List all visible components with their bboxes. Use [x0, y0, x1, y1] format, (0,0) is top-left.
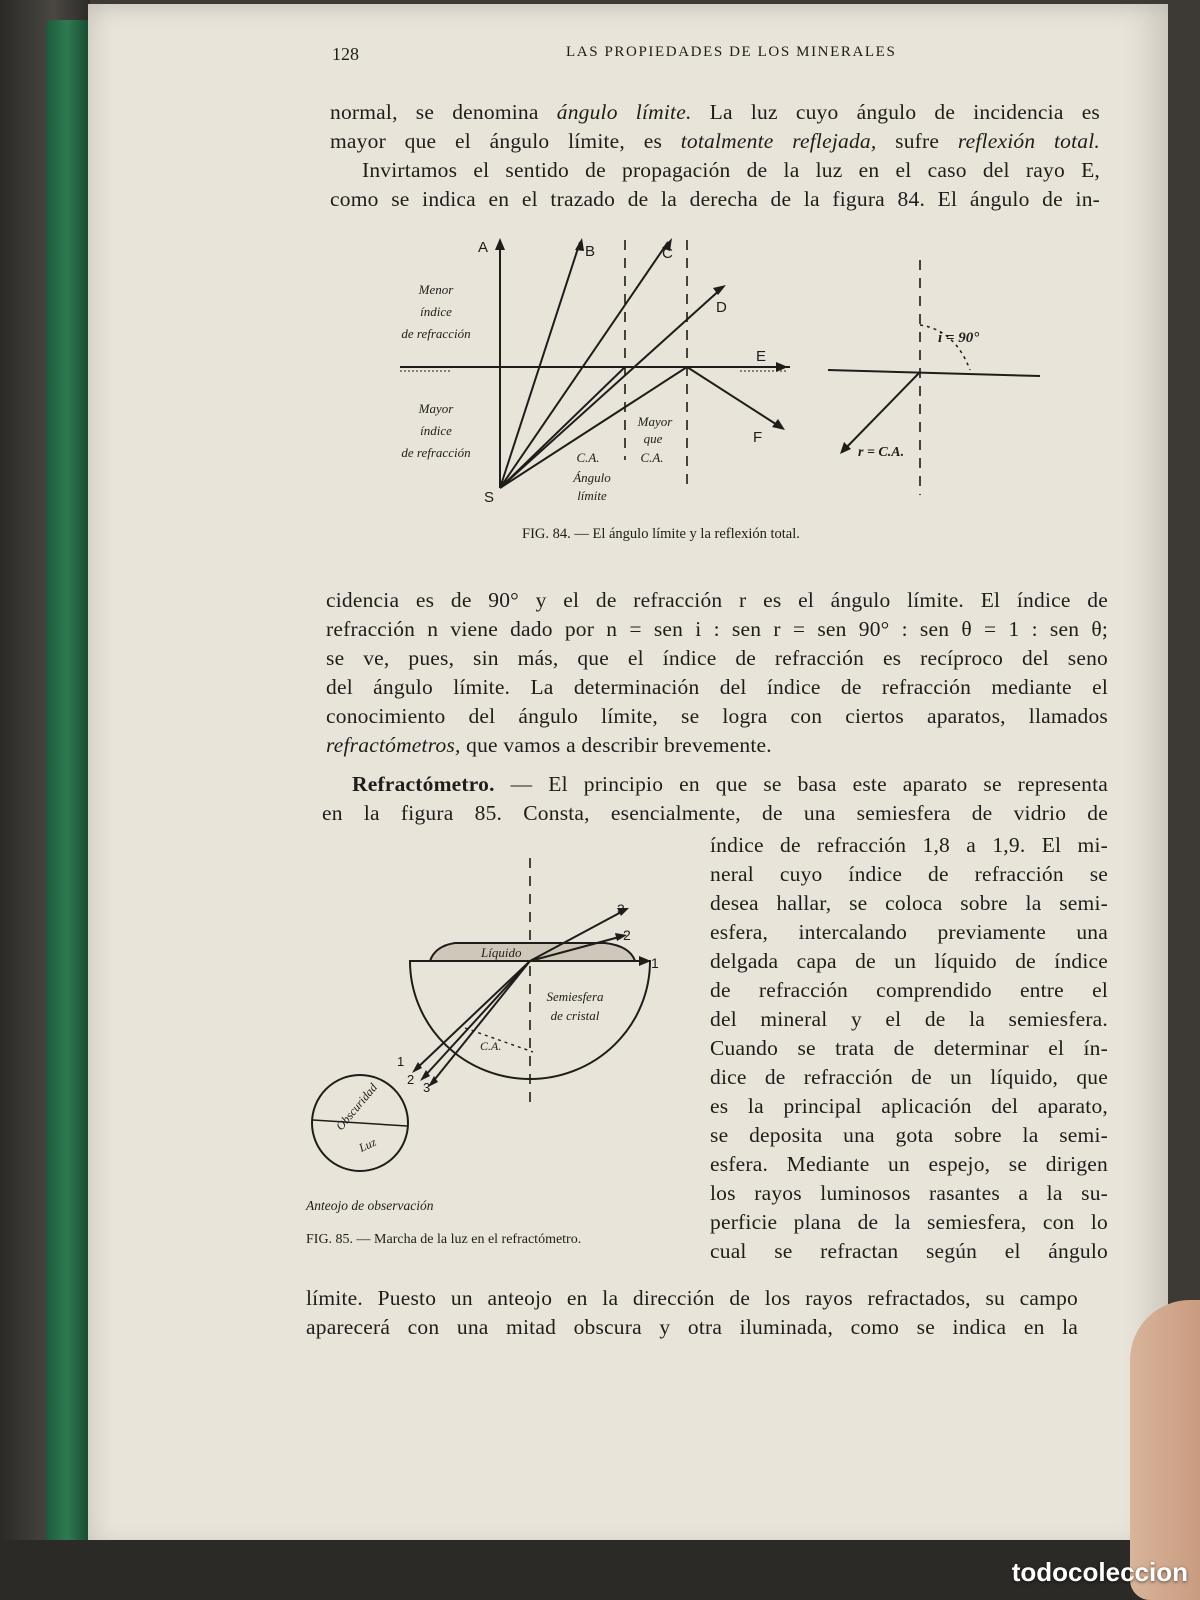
text-line: es la principal aplicación del aparato, — [710, 1094, 1108, 1118]
figure-84-caption: FIG. 84. — El ángulo límite y la reflexión total. — [522, 526, 800, 542]
text-line: en la figura 85. Consta, esencialmente, de una semiesfera de vidrio de — [322, 801, 1108, 825]
label-i-90: i = 90° — [938, 330, 980, 346]
hand — [1130, 1300, 1200, 1600]
label-ray-1-lower: 1 — [397, 1054, 405, 1069]
text-line: esfera, intercalando previamente una — [710, 920, 1108, 944]
label-anteojo: Anteojo de observación — [306, 1198, 434, 1213]
text-line: se deposita una gota sobre la semi- — [710, 1123, 1108, 1147]
page-number: 128 — [332, 44, 359, 64]
text-line: como se indica en el trazado de la derecha de la figura 84. El ángulo de in- — [330, 187, 1100, 211]
text-line: límite. Puesto un anteojo en la dirección de los rayos refractados, su campo — [306, 1286, 1078, 1310]
label-F: F — [753, 429, 763, 446]
text-line: aparecerá con una mitad obscura y otra iluminada, como se indica en la — [306, 1315, 1078, 1339]
label-ca-left: C.A. — [576, 450, 600, 465]
text-line: del ángulo límite. La determinación del índice de refracción mediante el — [326, 675, 1108, 699]
paragraph-1 — [330, 98, 1100, 214]
label-mayor: Mayor — [418, 401, 454, 416]
label-de-refraccion: de refracción — [401, 326, 471, 341]
label-S: S — [484, 489, 495, 506]
text-line: perficie plana de la semiesfera, con lo — [710, 1210, 1108, 1234]
label-luz: Luz — [356, 1134, 379, 1155]
text-line: desea hallar, se coloca sobre la semi- — [710, 891, 1108, 915]
label-ca: C.A. — [480, 1039, 502, 1053]
label-ray-2: 2 — [623, 927, 631, 943]
label-limite: límite — [577, 488, 607, 503]
figure-85-diagram — [305, 858, 695, 1188]
label-semiesfera: Semiesfera — [546, 989, 604, 1004]
text-line: Invirtamos el sentido de propagación de la luz en el caso del rayo E, — [362, 158, 1100, 182]
label-liquido: Líquido — [481, 945, 522, 960]
label-ray-3-lower: 3 — [423, 1080, 431, 1095]
text-line: neral cuyo índice de refracción se — [710, 862, 1108, 886]
section-heading: Refractómetro. — [352, 772, 495, 796]
label-C: C — [662, 245, 673, 262]
text-line: cual se refractan según el ángulo — [710, 1239, 1108, 1263]
text-line: Cuando se trata de determinar el ín- — [710, 1036, 1108, 1060]
text-line: refracción n viene dado por n = sen i : sen r = sen 90° : sen θ = 1 : sen θ; — [326, 617, 1108, 641]
text-line: refractómetros, que vamos a describir brevemente. — [326, 733, 772, 757]
liquid-layer — [430, 943, 635, 961]
text-line: conocimiento del ángulo límite, se logra con ciertos aparatos, llamados — [326, 704, 1108, 728]
text-line: normal, se denomina ángulo límite. La luz cuyo ángulo de incidencia es — [330, 100, 1101, 124]
label-E: E — [756, 348, 767, 365]
label-de-refraccion: de refracción — [401, 445, 471, 460]
text-line: dice de refracción de un líquido, que — [710, 1065, 1108, 1089]
label-ray-1: 1 — [651, 955, 659, 971]
paragraph-3-side — [710, 831, 1108, 1266]
figure-85-caption: FIG. 85. — Marcha de la luz en el refractómetro. — [306, 1232, 582, 1247]
label-indice: índice — [420, 423, 452, 438]
ray-F — [687, 367, 782, 428]
text-line: se ve, pues, sin más, que el índice de refracción es recíproco del seno — [326, 646, 1108, 670]
label-que: que — [643, 431, 663, 446]
label-angulo: Ángulo — [573, 470, 611, 485]
paragraph-3-bottom — [306, 1284, 1078, 1342]
text-line: índice de refracción 1,8 a 1,9. El mi- — [710, 833, 1108, 857]
paragraph-2 — [326, 586, 1108, 760]
text-line: Refractómetro. — El principio en que se basa este aparato se representa — [352, 772, 1108, 796]
text-line: delgada capa de un líquido de índice — [710, 949, 1108, 973]
label-ca-right: C.A. — [640, 450, 664, 465]
text-line: los rayos luminosos rasantes a la su- — [710, 1181, 1108, 1205]
right-ray-r — [842, 372, 920, 452]
label-r-ca: r = C.A. — [858, 445, 905, 460]
watermark-logo: todocoleccion — [1011, 1557, 1188, 1587]
label-obscuridad: Obscuridad — [332, 1080, 381, 1133]
label-D: D — [716, 299, 727, 316]
text-line: esfera. Mediante un espejo, se dirigen — [710, 1152, 1108, 1176]
text-line: del mineral y el de la semiesfera. — [710, 1007, 1108, 1031]
figure-84-diagram — [380, 230, 1070, 520]
label-ray-3: 3 — [617, 901, 625, 917]
text-line: de refracción comprendido entre el — [710, 978, 1108, 1002]
label-ray-2-lower: 2 — [407, 1072, 415, 1087]
running-title: LAS PROPIEDADES DE LOS MINERALES — [566, 44, 897, 60]
label-B: B — [585, 243, 596, 260]
label-A: A — [478, 239, 489, 256]
label-mayor-que: Mayor — [637, 414, 673, 429]
right-interface-line — [828, 370, 1040, 376]
label-indice: índice — [420, 304, 452, 319]
text-line: cidencia es de 90° y el de refracción r es el ángulo límite. El índice de — [326, 588, 1108, 612]
label-menor: Menor — [418, 282, 454, 297]
book-cover-edge — [46, 20, 88, 1550]
label-de-cristal: de cristal — [550, 1008, 600, 1023]
text-line: mayor que el ángulo límite, es totalmente reflejada, sufre reflexión total. — [330, 129, 1100, 153]
paragraph-3-top — [322, 770, 1108, 828]
